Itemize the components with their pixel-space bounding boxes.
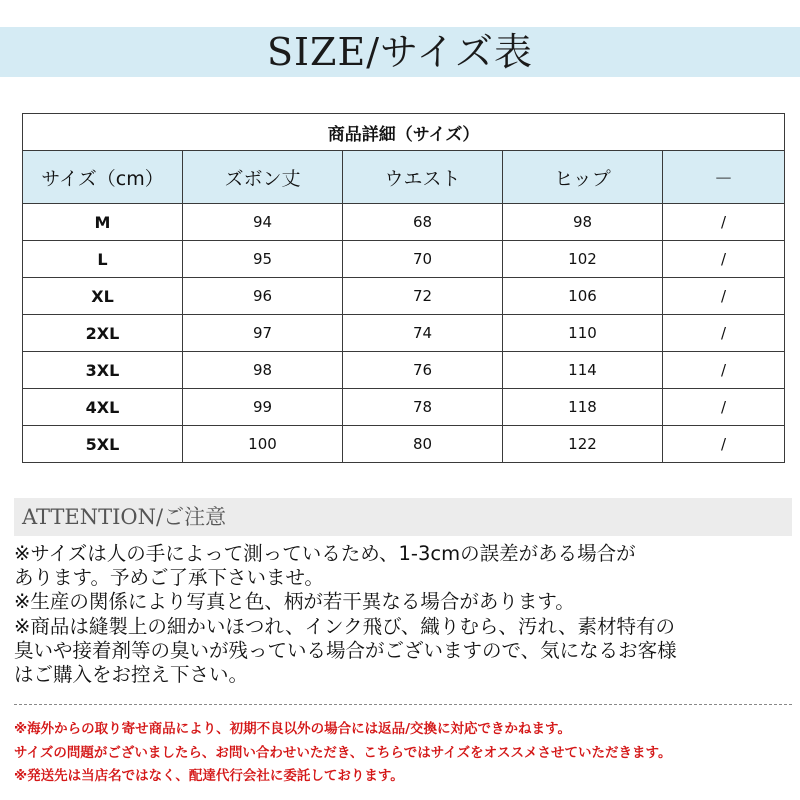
extra-cell: / bbox=[663, 278, 785, 315]
waist-cell: 80 bbox=[343, 426, 503, 463]
note-line: 臭いや接着剤等の臭いが残っている場合がございますので、気になるお客様 bbox=[14, 638, 677, 662]
table-row bbox=[23, 278, 785, 315]
extra-cell: / bbox=[663, 352, 785, 389]
hip-cell: 122 bbox=[503, 426, 663, 463]
waist-cell: 68 bbox=[343, 204, 503, 241]
waist-cell: 74 bbox=[343, 315, 503, 352]
waist-cell: 72 bbox=[343, 278, 503, 315]
hip-cell: 110 bbox=[503, 315, 663, 352]
table-row bbox=[23, 389, 785, 426]
extra-cell: / bbox=[663, 426, 785, 463]
table-header-row bbox=[23, 151, 785, 204]
note-line: あります。予めご了承下さいませ。 bbox=[14, 566, 324, 590]
length-cell: 96 bbox=[183, 278, 343, 315]
extra-cell: / bbox=[663, 389, 785, 426]
dashed-divider bbox=[14, 704, 792, 705]
length-cell: 99 bbox=[183, 389, 343, 426]
size-cell: 3XL bbox=[23, 352, 183, 389]
length-cell: 95 bbox=[183, 241, 343, 278]
hip-cell: 106 bbox=[503, 278, 663, 315]
size-cell: L bbox=[23, 241, 183, 278]
header-size: サイズ（cm） bbox=[23, 151, 183, 204]
header-extra: － bbox=[663, 151, 785, 204]
table-row bbox=[23, 352, 785, 389]
hip-cell: 118 bbox=[503, 389, 663, 426]
warning-notes bbox=[14, 718, 792, 789]
waist-cell: 78 bbox=[343, 389, 503, 426]
hip-cell: 114 bbox=[503, 352, 663, 389]
length-cell: 100 bbox=[183, 426, 343, 463]
length-cell: 98 bbox=[183, 352, 343, 389]
hip-cell: 98 bbox=[503, 204, 663, 241]
note-line: はご購入をお控え下さい。 bbox=[14, 663, 249, 687]
attention-title: ATTENTION/ご注意 bbox=[22, 505, 227, 529]
waist-cell: 70 bbox=[343, 241, 503, 278]
attention-notes bbox=[14, 542, 792, 687]
table-row bbox=[23, 241, 785, 278]
extra-cell: / bbox=[663, 241, 785, 278]
size-cell: XL bbox=[23, 278, 183, 315]
header-waist: ウエスト bbox=[343, 151, 503, 204]
size-cell: 4XL bbox=[23, 389, 183, 426]
waist-cell: 76 bbox=[343, 352, 503, 389]
page-title: SIZE/サイズ表 bbox=[267, 30, 533, 74]
table-row bbox=[23, 204, 785, 241]
header-hip: ヒップ bbox=[503, 151, 663, 204]
note-line: ※サイズは人の手によって測っているため、1-3cmの誤差がある場合が bbox=[14, 542, 636, 565]
warning-line: サイズの問題がございましたら、お問い合わせいただき、こちらではサイズをオススメさせていただきます。 bbox=[14, 744, 672, 761]
warning-line: ※発送先は当店名ではなく、配達代行会社に委託しております。 bbox=[14, 768, 404, 784]
table-row bbox=[23, 426, 785, 463]
table-caption: 商品詳細（サイズ） bbox=[23, 114, 785, 151]
warning-line: ※海外からの取り寄せ商品により、初期不良以外の場合には返品/交換に対応できかねます。 bbox=[14, 721, 571, 737]
hip-cell: 102 bbox=[503, 241, 663, 278]
size-table bbox=[22, 113, 785, 463]
header-length: ズボン丈 bbox=[183, 151, 343, 204]
size-cell: 5XL bbox=[23, 426, 183, 463]
size-cell: M bbox=[23, 204, 183, 241]
size-cell: 2XL bbox=[23, 315, 183, 352]
extra-cell: / bbox=[663, 315, 785, 352]
extra-cell: / bbox=[663, 204, 785, 241]
table-row bbox=[23, 315, 785, 352]
length-cell: 94 bbox=[183, 204, 343, 241]
note-line: ※商品は縫製上の細かいほつれ、インク飛び、織りむら、汚れ、素材特有の bbox=[14, 614, 676, 638]
length-cell: 97 bbox=[183, 315, 343, 352]
note-line: ※生産の関係により写真と色、柄が若干異なる場合があります。 bbox=[14, 590, 575, 614]
